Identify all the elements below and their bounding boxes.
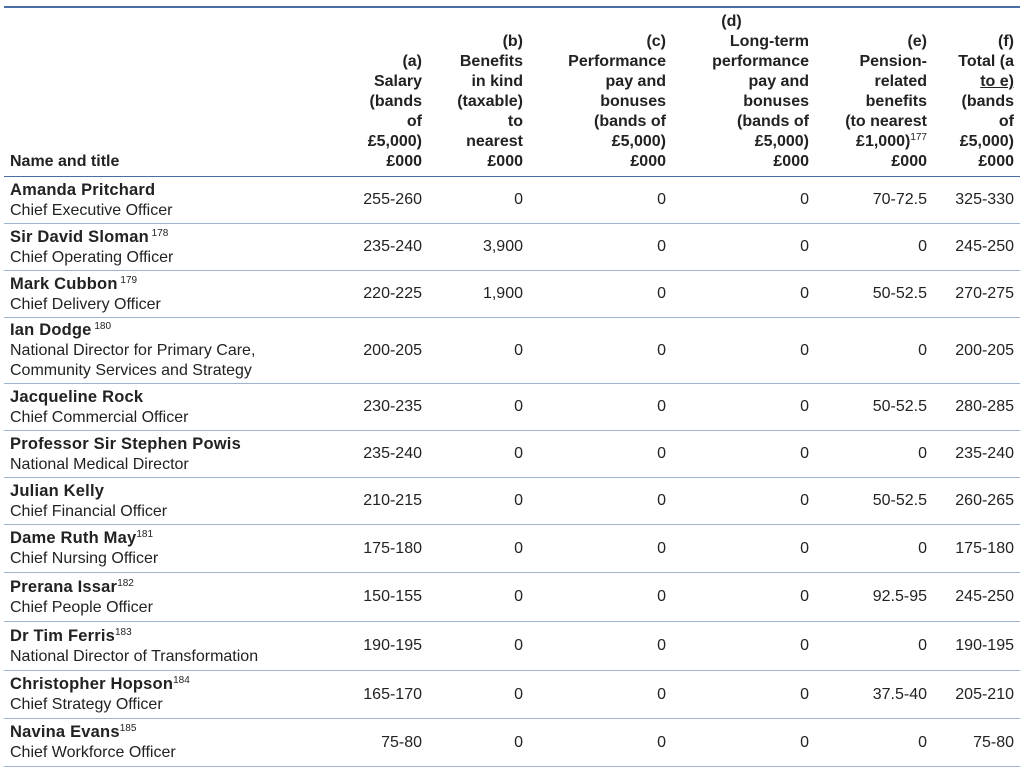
value-cell-d: 0: [672, 719, 815, 767]
value-cell-b: 3,900: [428, 224, 529, 271]
value-cell-f: 205-210: [933, 671, 1020, 719]
footnote-ref: 185: [119, 723, 137, 734]
footnote-177: 177: [910, 132, 927, 143]
value-cell-a: 255-260: [339, 177, 428, 224]
person-name: Mark Cubbon: [10, 274, 118, 293]
table-row: [4, 671, 1020, 719]
value-cell-b: 0: [428, 431, 529, 478]
value-cell-d: 0: [672, 478, 815, 525]
value-cell-e: 92.5-95: [815, 573, 933, 622]
table-row: [4, 719, 1020, 767]
value-cell-b: 0: [428, 177, 529, 224]
header-pension-related-benefits: (e) Pension- related benefits (to nearest £1,000)$^{177}$ £000: [815, 7, 933, 177]
person-name: Julian Kelly: [10, 481, 105, 500]
value-cell-d: 0: [672, 224, 815, 271]
person-name: Professor Sir Stephen Powis: [10, 434, 241, 453]
value-cell-d: 0: [672, 318, 815, 384]
table-row: [4, 271, 1020, 318]
footnote-ref: 183: [115, 626, 132, 638]
value-cell-b: 0: [428, 622, 529, 671]
table-row: [4, 224, 1020, 271]
value-cell-d: 0: [672, 431, 815, 478]
value-cell-f: 325-330: [933, 177, 1020, 224]
person-name: Ian Dodge: [10, 321, 92, 339]
value-cell-c: 0: [529, 478, 672, 525]
value-cell-e: 0: [815, 431, 933, 478]
value-cell-c: 0: [529, 384, 672, 431]
job-title: Community Services and Strategy: [10, 362, 252, 379]
footnote-ref: 184: [173, 675, 190, 686]
value-cell-d: 0: [672, 271, 815, 318]
value-cell-e: 0: [815, 622, 933, 671]
footnote-ref: 178: [148, 227, 169, 239]
job-title: Chief Strategy Officer: [10, 696, 163, 713]
value-cell-c: 0: [529, 622, 672, 671]
value-cell-c: 0: [529, 224, 672, 271]
name-and-title-cell: [4, 671, 339, 719]
header-performance-pay: (c) Performance pay and bonuses (bands of £5,000) £000: [529, 7, 672, 177]
value-cell-b: 0: [428, 478, 529, 525]
job-title: Chief People Officer: [10, 598, 153, 616]
value-cell-a: 165-170: [339, 671, 428, 719]
value-cell-f: 260-265: [933, 478, 1020, 525]
footnote-ref: 179: [117, 274, 138, 286]
job-title: National Medical Director: [10, 455, 189, 473]
value-cell-c: 0: [529, 719, 672, 767]
value-cell-a: 230-235: [339, 384, 428, 431]
value-cell-c: 0: [529, 271, 672, 318]
value-cell-f: 190-195: [933, 622, 1020, 671]
value-cell-d: 0: [672, 525, 815, 573]
table-row: [4, 431, 1020, 478]
value-cell-e: 0: [815, 719, 933, 767]
header-benefits-in-kind: (b) Benefits in kind (taxable) to nearest £000: [428, 7, 529, 177]
value-cell-b: 0: [428, 671, 529, 719]
table-row: [4, 177, 1020, 224]
value-cell-b: 0: [428, 719, 529, 767]
value-cell-d: 0: [672, 622, 815, 671]
job-title: National Director for Primary Care,: [10, 342, 256, 359]
table-row: [4, 478, 1020, 525]
person-name: Sir David Sloman: [10, 227, 149, 246]
value-cell-b: 0: [428, 525, 529, 573]
value-cell-a: 235-240: [339, 224, 428, 271]
value-cell-a: 210-215: [339, 478, 428, 525]
person-name: Dame Ruth May: [10, 529, 137, 547]
name-and-title-cell: [4, 719, 339, 767]
footnote-ref: 182: [117, 577, 134, 589]
value-cell-e: 50-52.5: [815, 384, 933, 431]
name-and-title-cell: [4, 318, 339, 384]
table-row: [4, 622, 1020, 671]
value-cell-e: 50-52.5: [815, 271, 933, 318]
header-row: [4, 7, 1020, 177]
job-title: Chief Delivery Officer: [10, 295, 161, 313]
person-name: Prerana Issar: [10, 577, 118, 596]
name-and-title-cell: [4, 177, 339, 224]
name-and-title-cell: [4, 271, 339, 318]
name-and-title-cell: [4, 224, 339, 271]
value-cell-d: 0: [672, 671, 815, 719]
value-cell-a: 175-180: [339, 525, 428, 573]
value-cell-a: 150-155: [339, 573, 428, 622]
value-cell-b: 0: [428, 384, 529, 431]
header-total: (f) Total (a to e) (bands of £5,000) £000: [933, 7, 1020, 177]
person-name: Jacqueline Rock: [10, 387, 144, 406]
table-row: [4, 318, 1020, 384]
value-cell-c: 0: [529, 525, 672, 573]
value-cell-e: 70-72.5: [815, 177, 933, 224]
name-and-title-cell: [4, 525, 339, 573]
value-cell-f: 270-275: [933, 271, 1020, 318]
person-name: Dr Tim Ferris: [10, 626, 115, 645]
value-cell-a: 200-205: [339, 318, 428, 384]
person-name: Navina Evans: [10, 723, 120, 741]
name-and-title-cell: [4, 573, 339, 622]
value-cell-e: 50-52.5: [815, 478, 933, 525]
header-long-term-performance-pay: (d) Long-term performance pay and bonuses (bands of £5,000) £000: [672, 7, 815, 177]
value-cell-c: 0: [529, 431, 672, 478]
value-cell-c: 0: [529, 318, 672, 384]
value-cell-e: 0: [815, 525, 933, 573]
table-row: [4, 384, 1020, 431]
value-cell-c: 0: [529, 573, 672, 622]
value-cell-f: 245-250: [933, 224, 1020, 271]
value-cell-b: 0: [428, 318, 529, 384]
value-cell-b: 1,900: [428, 271, 529, 318]
value-cell-d: 0: [672, 177, 815, 224]
header-salary: (a) Salary (bands of £5,000) £000: [339, 7, 428, 177]
name-and-title-cell: [4, 431, 339, 478]
value-cell-a: 220-225: [339, 271, 428, 318]
remuneration-table: [4, 6, 1020, 767]
value-cell-b: 0: [428, 573, 529, 622]
value-cell-e: 0: [815, 318, 933, 384]
value-cell-e: 0: [815, 224, 933, 271]
person-name: Amanda Pritchard: [10, 180, 156, 199]
value-cell-c: 0: [529, 671, 672, 719]
name-and-title-cell: [4, 478, 339, 525]
footnote-ref: 181: [136, 529, 154, 540]
job-title: Chief Executive Officer: [10, 201, 173, 219]
value-cell-d: 0: [672, 573, 815, 622]
job-title: National Director of Transformation: [10, 647, 259, 665]
value-cell-f: 235-240: [933, 431, 1020, 478]
footnote-ref: 180: [91, 321, 112, 332]
header-name-and-title: Name and title: [4, 7, 339, 177]
value-cell-e: 37.5-40: [815, 671, 933, 719]
value-cell-f: 245-250: [933, 573, 1020, 622]
value-cell-a: 235-240: [339, 431, 428, 478]
table-row: [4, 573, 1020, 622]
value-cell-f: 175-180: [933, 525, 1020, 573]
value-cell-a: 75-80: [339, 719, 428, 767]
value-cell-f: 75-80: [933, 719, 1020, 767]
value-cell-f: 280-285: [933, 384, 1020, 431]
table-row: [4, 525, 1020, 573]
job-title: Chief Workforce Officer: [10, 744, 176, 761]
job-title: Chief Operating Officer: [10, 248, 174, 266]
value-cell-a: 190-195: [339, 622, 428, 671]
name-and-title-cell: [4, 384, 339, 431]
value-cell-d: 0: [672, 384, 815, 431]
person-name: Christopher Hopson: [10, 675, 174, 693]
job-title: Chief Financial Officer: [10, 502, 168, 520]
value-cell-f: 200-205: [933, 318, 1020, 384]
value-cell-c: 0: [529, 177, 672, 224]
job-title: Chief Nursing Officer: [10, 550, 159, 567]
job-title: Chief Commercial Officer: [10, 408, 189, 426]
name-and-title-cell: [4, 622, 339, 671]
